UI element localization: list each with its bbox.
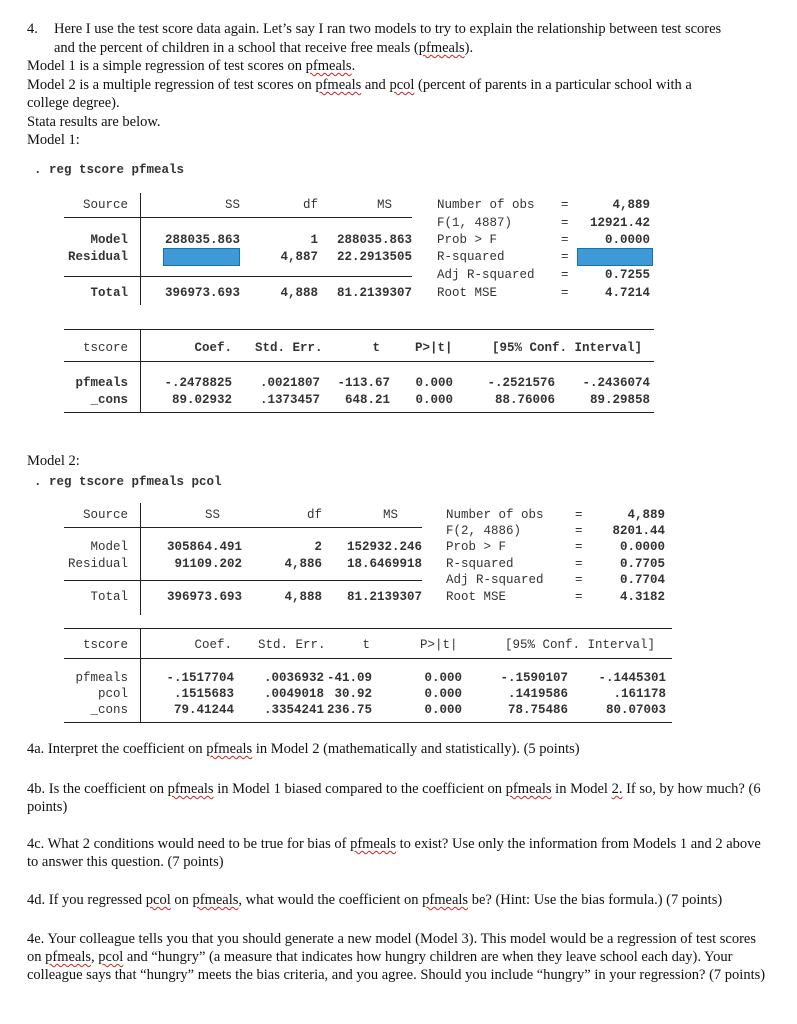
anova-model-ss: 288035.863 bbox=[164, 233, 240, 247]
anova-model-ms: 288035.863 bbox=[336, 233, 412, 247]
stat-eq: = bbox=[575, 508, 583, 522]
stat-value: 0.7705 bbox=[619, 557, 665, 571]
anova-model-df: 2 bbox=[314, 540, 322, 554]
ci-high: 89.29858 bbox=[589, 393, 650, 407]
stat-eq: = bbox=[561, 233, 569, 247]
stat-label: Prob > F bbox=[437, 233, 498, 247]
anova-header-ms: MS bbox=[382, 508, 398, 522]
question-4e: 4e. Your colleague tells you that you should generate a new model (Model 3). This model would be a regression of test scores on pfmeals, pcol and “hungry” (a measure that indicates how hungry children are when they leave school each day). Your colleague says that “hungry” meets the bias criteria, and you agree. Should you include “hungry” in your regression? (7 points) bbox=[27, 931, 766, 983]
anova-header-ms: MS bbox=[376, 198, 392, 212]
stat-value: 0.0000 bbox=[619, 540, 665, 554]
se-value: .0021807 bbox=[259, 376, 320, 390]
stat-label: Root MSE bbox=[437, 286, 498, 300]
coef-header-rule bbox=[64, 361, 654, 362]
stat-eq: = bbox=[561, 268, 569, 282]
r-squared-blank-box[interactable] bbox=[577, 248, 653, 266]
stat-label: Root MSE bbox=[446, 590, 507, 604]
p-value: 0.000 bbox=[424, 671, 462, 685]
anova-residual-label: Residual bbox=[67, 250, 128, 264]
coef-header: P>|t| bbox=[420, 638, 458, 652]
anova-residual-df: 4,887 bbox=[280, 250, 318, 264]
coef-header: Coef. bbox=[194, 341, 232, 355]
coef-row-name: pfmeals bbox=[75, 376, 128, 390]
stat-label: F(2, 4886) bbox=[446, 524, 522, 538]
anova-header-rule bbox=[64, 217, 412, 218]
anova-model-label: Model bbox=[90, 540, 128, 554]
anova-total-df: 4,888 bbox=[284, 590, 322, 604]
anova-header-ss: SS bbox=[204, 508, 220, 522]
stat-value: 12921.42 bbox=[589, 216, 650, 230]
stat-label: R-squared bbox=[446, 557, 514, 571]
question-4b: 4b. Is the coefficient on pfmeals in Model 1 biased compared to the coefficient on pfmeals in Model 2. If so, by how much? (6 points) bbox=[27, 781, 761, 815]
anova-model-label: Model bbox=[90, 233, 128, 247]
stat-eq: = bbox=[561, 286, 569, 300]
anova-header-source: Source bbox=[82, 508, 128, 522]
model2-label: Model 2: bbox=[27, 453, 80, 469]
model2-command: . reg tscore pfmeals pcol bbox=[34, 475, 222, 489]
anova-model-ms: 152932.246 bbox=[346, 540, 422, 554]
coef-value: .1515683 bbox=[173, 687, 234, 701]
ci-low: .1419586 bbox=[507, 687, 568, 701]
p-value: 0.000 bbox=[424, 687, 462, 701]
stat-label: Adj R-squared bbox=[437, 268, 535, 282]
stat-value: 0.0000 bbox=[604, 233, 650, 247]
anova-residual-df: 4,886 bbox=[284, 557, 322, 571]
anova-total-ss: 396973.693 bbox=[166, 590, 242, 604]
stat-label: Adj R-squared bbox=[446, 573, 544, 587]
coef-value: -.2478825 bbox=[164, 376, 232, 390]
ci-high: 80.07003 bbox=[605, 703, 666, 717]
coef-header: t bbox=[362, 638, 370, 652]
coef-divider bbox=[140, 628, 141, 722]
anova-total-ms: 81.2139307 bbox=[336, 286, 412, 300]
anova-total-ms: 81.2139307 bbox=[346, 590, 422, 604]
stat-value: 8201.44 bbox=[612, 524, 665, 538]
se-value: .0036932 bbox=[263, 671, 324, 685]
coef-value: 79.41244 bbox=[173, 703, 234, 717]
anova-header-df: df bbox=[302, 198, 318, 212]
t-value: -113.67 bbox=[337, 376, 390, 390]
anova-header-rule bbox=[64, 527, 422, 528]
anova-model-df: 1 bbox=[310, 233, 318, 247]
ci-low: -.2521576 bbox=[487, 376, 555, 390]
stat-eq: = bbox=[575, 557, 583, 571]
coef-header: tscore bbox=[82, 638, 128, 652]
se-value: .3354241 bbox=[263, 703, 324, 717]
stat-eq: = bbox=[561, 198, 569, 212]
coef-row-name: _cons bbox=[90, 393, 128, 407]
model1-command: . reg tscore pfmeals bbox=[34, 163, 185, 177]
coef-value: -.1517704 bbox=[166, 671, 234, 685]
coef-top-rule bbox=[64, 628, 672, 629]
coef-bottom-rule bbox=[64, 722, 672, 723]
anova-header-ss: SS bbox=[224, 198, 240, 212]
coef-bottom-rule bbox=[64, 412, 654, 413]
stat-label: Number of obs bbox=[446, 508, 544, 522]
anova-residual-ms: 18.6469918 bbox=[346, 557, 422, 571]
anova-divider bbox=[140, 503, 141, 615]
t-value: -41.09 bbox=[326, 671, 372, 685]
stat-value: 4.7214 bbox=[604, 286, 650, 300]
anova-header-source: Source bbox=[82, 198, 128, 212]
t-value: 648.21 bbox=[344, 393, 390, 407]
model2-description-cont: college degree). bbox=[27, 95, 120, 111]
stat-eq: = bbox=[575, 540, 583, 554]
anova-total-df: 4,888 bbox=[280, 286, 318, 300]
intro-line-2: and the percent of children in a school that receive free meals (pfmeals). bbox=[54, 40, 474, 56]
anova-total-ss: 396973.693 bbox=[164, 286, 240, 300]
anova-total-rule bbox=[64, 580, 422, 581]
p-value: 0.000 bbox=[415, 376, 453, 390]
coef-header: [95% Conf. Interval] bbox=[492, 341, 643, 355]
anova-header-df: df bbox=[306, 508, 322, 522]
coef-header: tscore bbox=[82, 341, 128, 355]
ci-high: -.1445301 bbox=[598, 671, 666, 685]
coef-value: 89.02932 bbox=[171, 393, 232, 407]
stat-eq: = bbox=[561, 250, 569, 264]
ci-low: 88.76006 bbox=[494, 393, 555, 407]
anova-total-rule bbox=[64, 276, 412, 277]
coef-divider bbox=[140, 329, 141, 412]
residual-ss-blank-box[interactable] bbox=[163, 248, 240, 266]
se-value: .0049018 bbox=[263, 687, 324, 701]
coef-header: Coef. bbox=[194, 638, 232, 652]
anova-total-label: Total bbox=[90, 286, 128, 300]
coef-header: P>|t| bbox=[415, 341, 453, 355]
coef-header: Std. Err. bbox=[258, 638, 326, 652]
p-value: 0.000 bbox=[415, 393, 453, 407]
stat-eq: = bbox=[561, 216, 569, 230]
t-value: 30.92 bbox=[334, 687, 372, 701]
model1-label: Model 1: bbox=[27, 132, 80, 148]
model1-description: Model 1 is a simple regression of test scores on pfmeals. bbox=[27, 58, 356, 74]
question-4d: 4d. If you regressed pcol on pfmeals, what would the coefficient on pfmeals be? (Hint: Use the bias formula.) (7 points) bbox=[27, 892, 723, 908]
coef-header-rule bbox=[64, 658, 672, 659]
anova-residual-label: Residual bbox=[67, 557, 128, 571]
p-value: 0.000 bbox=[424, 703, 462, 717]
coef-top-rule bbox=[64, 329, 654, 330]
coef-row-name: pcol bbox=[97, 687, 128, 701]
question-4a: 4a. Interpret the coefficient on pfmeals in Model 2 (mathematically and statistically). (5 points) bbox=[27, 741, 580, 757]
ci-low: 78.75486 bbox=[507, 703, 568, 717]
stat-label: Prob > F bbox=[446, 540, 507, 554]
stat-label: Number of obs bbox=[437, 198, 535, 212]
stat-value: 0.7704 bbox=[619, 573, 665, 587]
coef-header: [95% Conf. Interval] bbox=[505, 638, 656, 652]
coef-header: t bbox=[372, 341, 380, 355]
t-value: 236.75 bbox=[326, 703, 372, 717]
stat-label: F(1, 4887) bbox=[437, 216, 513, 230]
stat-eq: = bbox=[575, 590, 583, 604]
ci-low: -.1590107 bbox=[500, 671, 568, 685]
anova-total-label: Total bbox=[90, 590, 128, 604]
anova-divider bbox=[140, 193, 141, 305]
se-value: .1373457 bbox=[259, 393, 320, 407]
stat-value: 4,889 bbox=[612, 198, 650, 212]
stata-note: Stata results are below. bbox=[27, 114, 161, 130]
stat-eq: = bbox=[575, 573, 583, 587]
stat-label: R-squared bbox=[437, 250, 505, 264]
stat-eq: = bbox=[575, 524, 583, 538]
ci-high: .161178 bbox=[613, 687, 666, 701]
stat-value: 4.3182 bbox=[619, 590, 665, 604]
coef-row-name: _cons bbox=[90, 703, 128, 717]
coef-row-name: pfmeals bbox=[75, 671, 128, 685]
stat-value: 4,889 bbox=[627, 508, 665, 522]
anova-residual-ss: 91109.202 bbox=[174, 557, 242, 571]
stat-value: 0.7255 bbox=[604, 268, 650, 282]
model2-description: Model 2 is a multiple regression of test scores on pfmeals and pcol (percent of parents in a particular school with a bbox=[27, 77, 692, 93]
anova-model-ss: 305864.491 bbox=[166, 540, 242, 554]
ci-high: -.2436074 bbox=[582, 376, 650, 390]
coef-header: Std. Err. bbox=[255, 341, 323, 355]
intro-line-1: Here I use the test score data again. Let’s say I ran two models to try to explain the relationship between test scores bbox=[54, 21, 722, 37]
question-4c: 4c. What 2 conditions would need to be true for bias of pfmeals to exist? Use only the information from Models 1 and 2 above to answer this question. (7 points) bbox=[27, 836, 761, 870]
question-number: 4. bbox=[27, 21, 38, 37]
anova-residual-ms: 22.2913505 bbox=[336, 250, 412, 264]
